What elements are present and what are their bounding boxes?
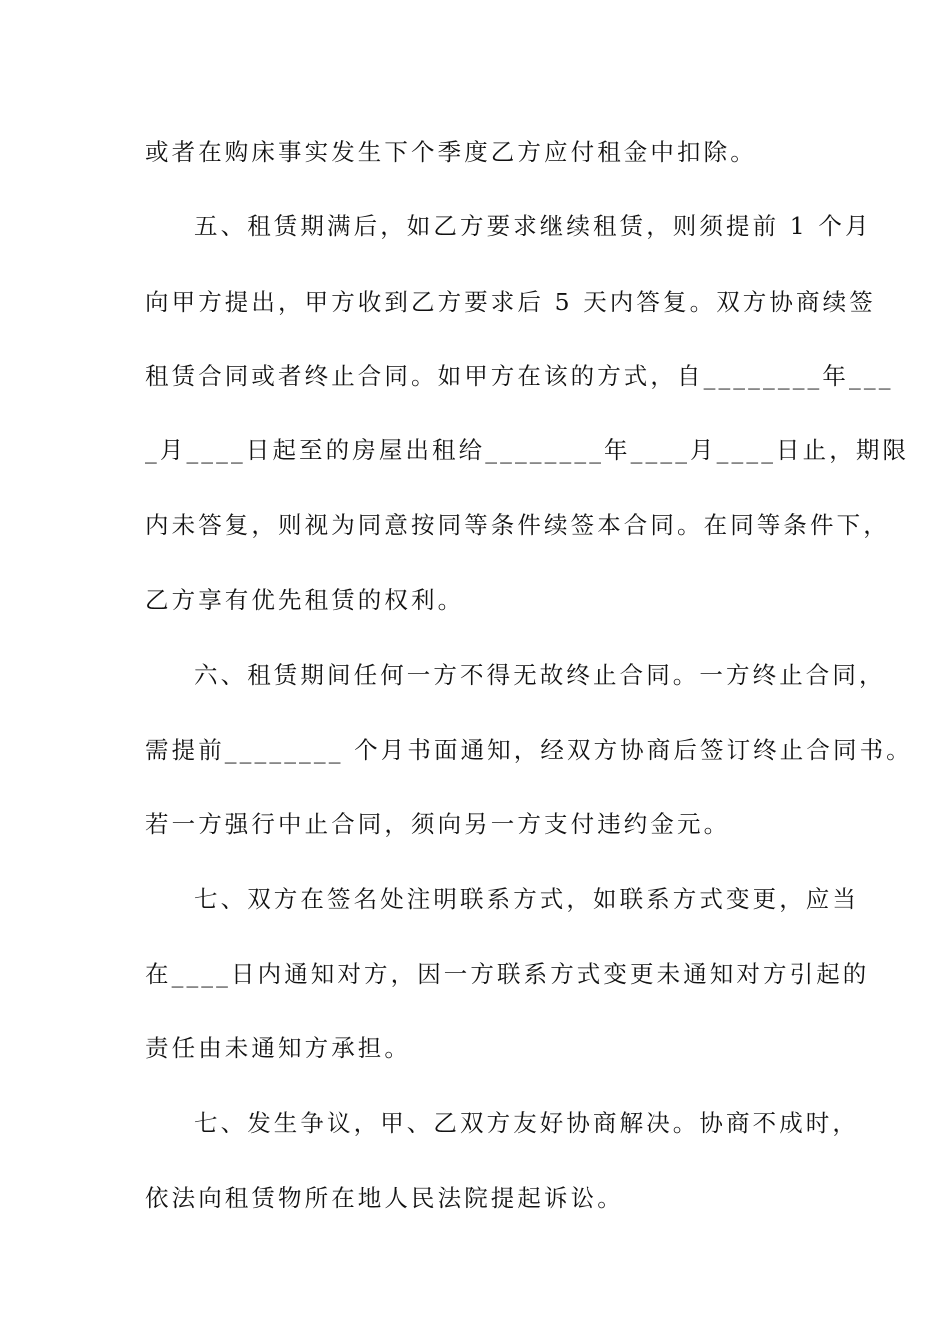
paragraph-line: 依法向租赁物所在地人民法院提起诉讼。 [145, 1184, 624, 1212]
paragraph-line: 需提前________ 个月书面通知，经双方协商后签订终止合同书。 [145, 736, 913, 764]
paragraph-line: 若一方强行中止合同，须向另一方支付违约金元。 [145, 810, 731, 838]
paragraph-line: 在____日内通知对方，因一方联系方式变更未通知对方引起的 [145, 960, 870, 988]
paragraph-line: 七、发生争议，甲、乙双方友好协商解决。协商不成时， [194, 1109, 859, 1137]
paragraph-line: 或者在购床事实发生下个季度乙方应付租金中扣除。 [145, 138, 757, 166]
paragraph-line: 乙方享有优先租赁的权利。 [145, 586, 465, 614]
paragraph-line: 五、租赁期满后，如乙方要求继续租赁，则须提前 1 个月 [194, 212, 872, 240]
paragraph-line: 责任由未通知方承担。 [145, 1034, 411, 1062]
paragraph-line: 七、双方在签名处注明联系方式，如联系方式变更，应当 [194, 885, 859, 913]
paragraph-line: 向甲方提出，甲方收到乙方要求后 5 天内答复。双方协商续签 [145, 288, 876, 316]
paragraph-line: 六、租赁期间任何一方不得无故终止合同。一方终止合同， [194, 661, 886, 689]
paragraph-line: 租赁合同或者终止合同。如甲方在该的方式，自________年___ [145, 362, 894, 390]
paragraph-line: 内未答复，则视为同意按同等条件续签本合同。在同等条件下， [145, 511, 890, 539]
paragraph-line: _月____日起至的房屋出租给________年____月____日止，期限 [145, 436, 910, 464]
